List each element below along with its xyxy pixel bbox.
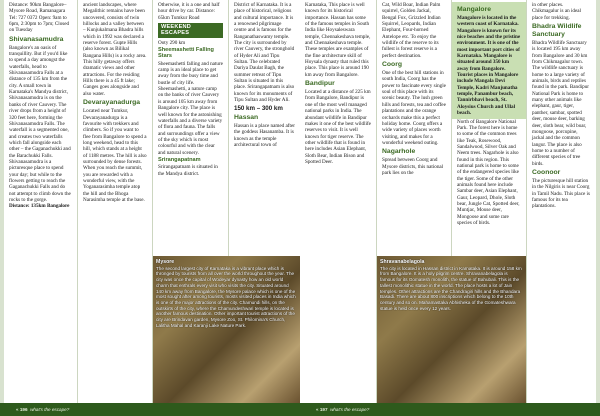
left-column-1 bbox=[4, 0, 77, 416]
footer-label-right: what's the escape? bbox=[330, 407, 370, 412]
shravanabelagola-text: The city is located in Hassan district in Karnataka. It is around 158 km from Bangalore. It is a holy pilgrim centre. Shravanabelagola is famous for its Gomatesh monolith, the statue of Bahubali. This is the tallest monolithic statue in the world. The place hosts a lot of Jain temples. Other attractions are the Chandragiri hills and the Bhandara Basadi. There are about 800 inscriptions which belong to the 10th century and so on. Mahamastaka Abhisheka of the Gomateshwara statue is held once every 12 years. bbox=[380, 265, 522, 311]
section-title-nagarhole: Nagarhole bbox=[382, 148, 416, 156]
footer-label-left: what's the escape? bbox=[30, 407, 70, 412]
section-title-coonoor: Coonoor bbox=[532, 168, 561, 176]
section-title-srirangapatnam: Srirangapatnam bbox=[158, 156, 201, 163]
section-title-sheemashetti: Sheemashetti Falling Stars bbox=[158, 47, 214, 60]
right-column-1 bbox=[300, 0, 376, 416]
section-title-hassan: Hassan bbox=[234, 113, 259, 121]
hassan-text: Hassan is a place named after the goddess Hasanamba. It is known as the temple architectural town of bbox=[234, 122, 295, 148]
ooty-distance: Ooty 290 km bbox=[158, 39, 186, 46]
wildlife-continued: Cat, Wild Boar, Indian Palm squirrel, Golden Jackal, Bengal Fox, Grizzled Indian Squirrel, Leopards, Indian Elephant, Four-horned Antelope etc. To enjoy the wildlife of the reserve to its fullest is forest reserve is a perfect destination. bbox=[382, 2, 441, 59]
devarayanadurga-text: Located near Tumkur, Devarayanadurga is a favourite with trekkers and climbers. So if you want to flee from Bangalore to spend a long weekend, head to this hill, which stands at a height of 1188 metres. The hill is also surrounded by dense forests. When you reach the summit, you are rewarded with a wonderful view, with the Yoganarasimha temple atop the hill and the Bhoga Narasimha temple at the base. bbox=[83, 108, 147, 203]
weekend-escapes-heading: WEEKEND ESCAPES bbox=[158, 23, 223, 38]
section-title-coorg: Coorg bbox=[382, 61, 403, 69]
mangalore-box bbox=[452, 2, 526, 119]
chikmagalur-text: in other places. Chikmagalur is an ideal place for trekking. bbox=[532, 2, 581, 21]
shivanasamudra-text: Bangalore's an oasis of tranquillity. But if you'd like to spend a day amongst the waterfalls, head to Shivanasamudra Falls at a distance of 135 km from the city. A small town in Karnataka's Mandya district, Shivanasamudra is on the banks of river Cauvery. The river drops from a height of 320 feet here, forming the Shivanasamudra Falls. The waterfall is a segmented one, and creates two waterfalls which fall alongside each other – the Gaganachukki and the Barachukki Falls. Shivanasamudra is a picturesque place to spend your day; but while to the flowers getting to reach the Gaganachukki Falls and do not attempt to climb down the rocks to the gorge. bbox=[9, 44, 71, 203]
mysore-text: The second largest city of Karnataka is a vibrant place which is thronged by tourists from all over the world throughout the year. The city was once the capital of Wodeyar dynasty how an old world charm that enthrals every visit who visits the city. Situated around 140 km away from Bangalore, the Mysore palace which is one of the most sought after among tourists, mosts visited places in India which is one of the major attractions of the city. Chamundi hills, on the outskirts of the city, where the Chamundeshwari temple is located is another famous destination. Other important tourist attractions of the city are Brindavan garden, Mysore Zoo, St. Philomina's Church, Lalitha Mahal and Karanji Lake Nature Park. bbox=[156, 265, 296, 328]
left-column-2 bbox=[78, 0, 152, 416]
right-footer bbox=[300, 403, 600, 416]
shravanabelagola-caption bbox=[380, 259, 523, 311]
nagarhole-text: Spread between Coorg and Mysore districts, this national park lies on the bbox=[382, 157, 444, 176]
nagarhole-continued: North of Bangalore National Park. The forest here is home to some of the common trees like Teak, Rosewood, Sandalwood, Silver Oak and Neem trees. Nagarhole is also found in this region. This national park is home to some of the endangered species like the tiger. Some of the other animals found here include Sambar deer, Asian Elephant, Gaur, Leopard, Dhole, Sloth bear, Jungle Cat, Spotted deer, Muntjac, Mouse deer, Mongoose and some rare species of birds. bbox=[457, 118, 520, 226]
hassan-continued: Karnataka, This place is well known for its historical importance. Hassan has some of the famous temples in South India like Hoysaleswara temple, Chennakeshava temple, and Chennakeshava temple. These temples are examples of the fine architecture skill of Hoysala dynasty that ruled this place. This place is around 190 km away from Bangalore. bbox=[305, 2, 371, 78]
coonoor-text: The picturesque hill station in the Nilgiris is near Coorg in Tamil Nadu. This place is famous for its tea plantations. bbox=[532, 177, 590, 210]
mangalore-text: Mangalore is located in the western coast of Karnataka. Mangalore is known for its nice beaches and the pristine environment. It is one of the most important port cities of Karnataka. Mangalore is situated around 350 km away from Bangalore. Tourist places in Mangalore include Mangala Devi Temple, Kadri Manjunatha temple, Panambur beach, Tannirbhavi beach, St. Aloysius Church and Ullal beach. bbox=[457, 15, 521, 117]
page-number-left: « 196 bbox=[16, 407, 28, 412]
shivanasamudra-distance: Distance: 135km Bangalore bbox=[9, 203, 70, 210]
sheemashetti-text: Sheemashetti falling and nature camp is an ideal place to get away from the busy time and bustle of city life. Sheemashetti, a nature camp on the banks of river Cauvery is around 105 km away from Bangalore city. The place is well known for the astonishing waterfalls and a diverse variety of flora and fauna. The falls and surroundings offer a view of the sky which is most colourful and with the clear and natural scenery. bbox=[158, 60, 223, 156]
ancient-landscapes-text: ancient landscapes, where Megalithic remains have been uncovered, consists of twin hillocks and a valley between – Kunjukalmana Bhadra hills which in 1992 was declared a reserve forest. Gupte Hills (also known as Bilikal Rangana Hills) is a rocky area. This hilly getaway offers dramatic views and other attractions. For the residing Hills there is a 45 ft lake; Ganges goes alongside and also water. bbox=[83, 2, 147, 97]
section-title-bhadra: Bhadra Wildlife Sanctuary bbox=[532, 23, 582, 39]
srirangapatnam-text: Srirangapatnam is situated in the Mandya district. bbox=[158, 164, 218, 177]
bhadra-text: Bhadra Wildlife Sanctuary is located 195 km away from Bangalore and 30 km from Chikmagalur town. The wildlife sanctuary is home to a large variety of animals, birds and reptiles found in the park. Bandipur National Park is home to many other animals like elephant, gaur, tiger, panther, sambar, spotted deer, mouse deer, barking deer, sloth bear, wild boar, mongoose, porcupine, jackal and the common langur. The place is also home to a number of different species of tree birds. bbox=[532, 40, 589, 167]
left-footer bbox=[0, 403, 300, 416]
srirangapatnam-continued: District of Karnataka. It is a place of historical, religious and cultural importance. It is a renowned pilgrimage centre and is famous for the Ranganathaswamy temple. The city is surrounded by river Cauvery, the stronghold of Hyder Ali and Tipu Sultan. The celebrated Dariya Daulat Bagh, the summer retreat of Tipu Sultan is situated in this place. Srirangapatnam is also known for its monuments of Tipu Sultan and Hyder Ali. bbox=[234, 2, 295, 104]
mysore-caption bbox=[156, 259, 297, 328]
mysore-photo bbox=[153, 256, 300, 403]
bandipur-text: Located at a distance of 225 km from Bangalore, Bandipur is one of the most well managed national parks in India. The abundant wildlife in Bandipur makes it one of the best wildlife reserves to visit. It is well known for tiger reserve. The other wildlife that is found in here includes Asian Elephant, Sloth Bear, Indian Bison and Spotted Deer. bbox=[305, 89, 371, 165]
section-title-devarayanadurga: Devarayanadurga bbox=[83, 99, 141, 107]
section-title-bandipur: Bandipur bbox=[305, 80, 335, 88]
distance-text: Otherwise, it is a one and half hour drive by car. Distance: 65km Tumkur Road bbox=[158, 2, 220, 21]
right-page-edge bbox=[596, 0, 600, 416]
distance-range-heading: 150 km – 300 km bbox=[234, 104, 283, 112]
section-title-mangalore: Mangalore bbox=[457, 6, 491, 13]
right-column-4 bbox=[527, 0, 596, 416]
page-number-right: « 197 bbox=[316, 407, 328, 412]
coorg-text: One of the best hill stations in south India, Coorg has the power to fascinate every single soul of this place with its scenic beauty. The lush green hills and forests, tea and coffee plantations and the orange orchards make this a perfect holiday home. Coorg offers a wide variety of places worth visiting, and makes for a wonderful weekend outing. bbox=[382, 70, 446, 146]
mysore-title: Mysore bbox=[156, 259, 175, 265]
shravanabelagola-title: Shravanabelagola bbox=[380, 259, 425, 265]
shravanabelagola-photo bbox=[377, 256, 526, 403]
falls-info: Distance: 90km Bangalore–Mysore Road, Ramanagara Tel: 727 0372 Open: 9am to 6pm, 2:30pm to 7pm; Closed on Tuesday bbox=[9, 2, 70, 34]
section-title-shivanasamudra: Shivanasamudra bbox=[9, 35, 64, 43]
